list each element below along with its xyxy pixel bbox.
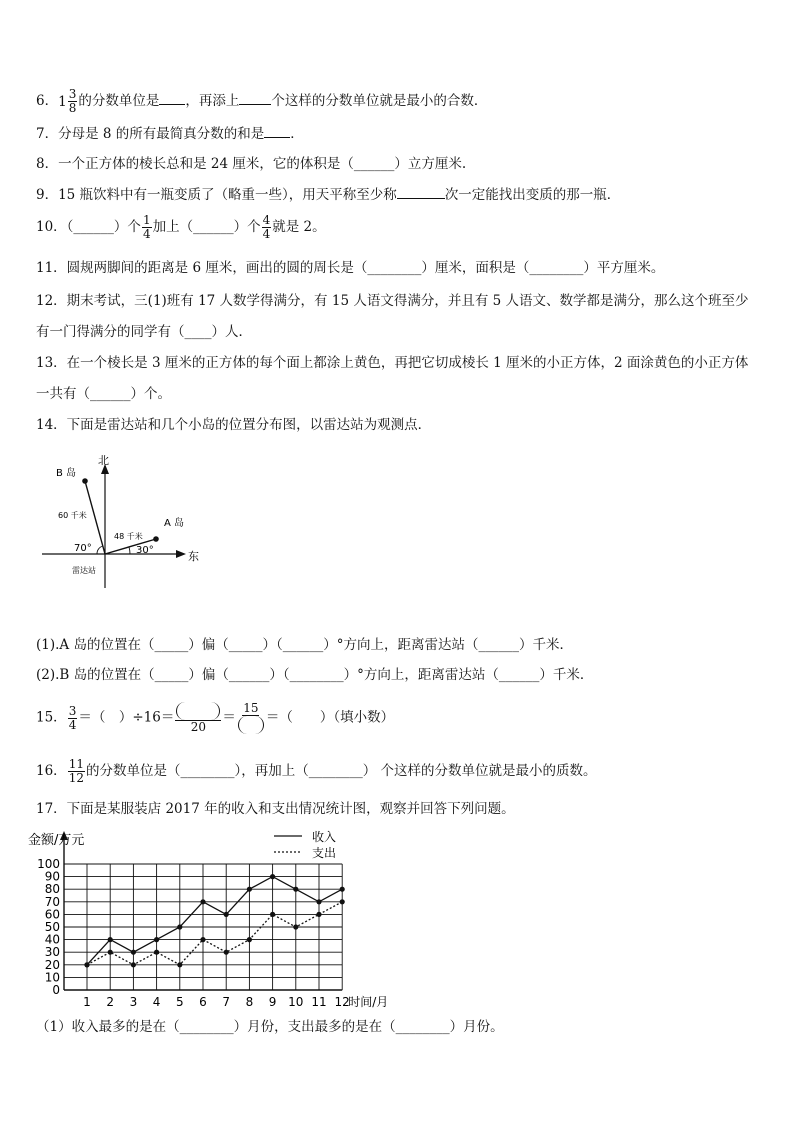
data-point — [293, 887, 298, 892]
b-island-label: B 岛 — [56, 468, 77, 479]
question-6 — [36, 88, 487, 115]
question-text: 10．（______）个 — [36, 219, 141, 235]
x-tick-label: 6 — [199, 995, 207, 1009]
question-text: 17．下面是某服装店 2017 年的收入和支出情况统计图，观察并回答下列问题。 — [36, 801, 515, 817]
series-line-支出 — [87, 902, 342, 965]
question-text: ＝ — [222, 709, 236, 726]
question-text: ＝（ ）（填小数） — [265, 709, 395, 726]
data-point — [340, 887, 345, 892]
data-point — [247, 937, 252, 942]
b-distance-label: 60 千米 — [58, 511, 87, 520]
answer-blank[interactable] — [176, 702, 220, 720]
fraction — [175, 702, 221, 734]
y-tick-label: 100 — [37, 857, 60, 871]
y-tick-label: 60 — [44, 907, 60, 922]
x-tick-label: 4 — [152, 995, 161, 1009]
question-16 — [36, 758, 597, 785]
numerator: 1 — [142, 213, 151, 227]
question-text: ，再添上 — [185, 93, 240, 109]
x-tick-label: 3 — [129, 995, 138, 1009]
x-tick-label: 11 — [311, 995, 327, 1009]
question-17-sub-1 — [36, 1018, 504, 1036]
mixed-number — [58, 88, 78, 115]
angle-a-label: 30° — [136, 545, 154, 556]
question-text: 11．圆规两脚间的距离是 6 厘米，画出的圆的周长是（________）厘米，面积是（________）平方厘米。 — [36, 260, 665, 276]
answer-blank[interactable] — [264, 125, 290, 138]
question-text: 加上（______）个 — [152, 219, 261, 235]
question-13-line-2 — [36, 385, 171, 403]
data-point — [200, 937, 205, 942]
east-arrow-icon — [176, 550, 186, 558]
question-text: 14．下面是雷达站和几个小岛的位置分布图，以雷达站为观测点． — [36, 417, 432, 433]
data-point — [247, 887, 252, 892]
question-text: 12．期末考试，三(1)班有 17 人数学得满分，有 15 人语文得满分，并且有 5 人语文、数学都是满分，那么这个班至少 — [36, 293, 749, 309]
question-13-line-1 — [36, 354, 748, 372]
data-point — [270, 912, 275, 917]
question-text: 的分数单位是 — [78, 93, 160, 109]
question-14-sub-2 — [36, 666, 593, 684]
data-point — [177, 962, 182, 967]
question-text: ＝（ ）÷16＝ — [78, 709, 175, 726]
data-point — [224, 950, 229, 955]
answer-blank[interactable] — [238, 716, 264, 734]
question-text: 个这样的分数单位就是最小的合数． — [271, 93, 488, 109]
question-9 — [36, 186, 620, 204]
data-point — [154, 937, 159, 942]
answer-blank[interactable] — [397, 186, 445, 199]
question-7 — [36, 125, 304, 143]
denominator[interactable] — [237, 716, 265, 734]
fraction — [142, 214, 152, 241]
question-number: 16． — [36, 763, 67, 779]
y-tick-label: 20 — [44, 957, 60, 972]
fraction — [68, 758, 85, 785]
fraction — [68, 88, 78, 115]
numerator[interactable] — [175, 702, 221, 721]
x-tick-label: 1 — [83, 995, 91, 1009]
data-point — [84, 962, 89, 967]
numerator: 3 — [68, 87, 77, 101]
y-tick-label: 0 — [52, 983, 60, 997]
denominator: 12 — [68, 771, 84, 785]
numerator: 15 — [243, 701, 259, 715]
y-tick-label: 90 — [44, 869, 60, 884]
x-tick-label: 8 — [245, 995, 254, 1009]
question-text: （1）收入最多的是在（________）月份，支出最多的是在（________）月份。 — [36, 1019, 504, 1035]
angle-b-label: 70° — [74, 543, 92, 554]
y-tick-label: 50 — [44, 920, 60, 934]
question-10 — [36, 214, 326, 241]
data-point — [316, 912, 321, 917]
y-tick-label: 10 — [44, 970, 60, 985]
denominator: 4 — [262, 227, 271, 241]
question-text: 有一门得满分的同学有（____）人． — [36, 324, 252, 340]
data-point — [154, 950, 159, 955]
y-axis-label: 金额/万元 — [28, 833, 85, 848]
numerator: 3 — [68, 703, 77, 718]
angle-arc-a — [129, 547, 130, 554]
question-14-intro — [36, 416, 431, 434]
denominator: 8 — [68, 101, 77, 115]
answer-blank[interactable] — [159, 92, 185, 105]
fraction — [237, 702, 265, 734]
a-island-label: A 岛 — [164, 518, 185, 529]
question-12-line-2 — [36, 323, 252, 341]
angle-arc-b — [97, 546, 103, 554]
x-axis-label: 时间/月 — [348, 995, 389, 1009]
x-tick-label: 10 — [288, 995, 304, 1009]
b-island-point — [82, 478, 88, 484]
x-tick-label: 12 — [334, 995, 350, 1009]
x-tick-label: 9 — [268, 995, 277, 1009]
question-text: (1).A 岛的位置在（_____）偏（_____）（______）°方向上，距离雷达站（______）千米． — [36, 637, 573, 653]
fraction — [262, 214, 272, 241]
north-label: 北 — [98, 454, 109, 467]
question-text: 9．15 瓶饮料中有一瓶变质了（略重一些），用天平称至少称 — [36, 187, 397, 203]
question-11 — [36, 259, 664, 277]
data-point — [200, 899, 205, 904]
question-text: 的分数单位是（________），再加上（________） 个这样的分数单位就是最小的质数。 — [85, 763, 597, 779]
question-number: 6． — [36, 93, 59, 109]
question-text: 就是 2。 — [272, 219, 326, 235]
question-text: (2).B 岛的位置在（_____）偏（______）（________）°方向上，距离雷达站（______）千米． — [36, 667, 594, 683]
a-island-point — [153, 536, 159, 542]
answer-blank[interactable] — [239, 92, 271, 105]
question-number: 15． — [36, 709, 67, 726]
data-point — [177, 924, 182, 929]
numerator: 11 — [68, 757, 84, 771]
data-point — [224, 912, 229, 917]
data-point — [131, 950, 136, 955]
data-point — [131, 962, 136, 967]
y-tick-label: 80 — [44, 882, 60, 897]
question-text: 7．分母是 8 的所有最简真分数的和是 — [36, 126, 265, 142]
denominator: 20 — [190, 720, 206, 734]
series-line-收入 — [87, 877, 342, 965]
question-15 — [36, 702, 394, 734]
data-point — [108, 950, 113, 955]
question-text: 次一定能找出变质的那一瓶． — [444, 187, 621, 203]
east-label: 东 — [188, 550, 199, 563]
a-distance-label: 48 千米 — [114, 532, 143, 541]
question-8 — [36, 155, 466, 173]
legend-label: 支出 — [312, 846, 337, 860]
data-point — [316, 899, 321, 904]
question-text: 13．在一个棱长是 3 厘米的正方体的每个面上都涂上黄色，再把它切成棱长 1 厘米的小正方体，2 面涂黄色的小正方体 — [36, 355, 749, 371]
radar-station-label: 雷达站 — [72, 566, 96, 575]
question-12-line-1 — [36, 292, 749, 310]
data-point — [270, 874, 275, 879]
fraction — [68, 705, 78, 732]
x-tick-label: 7 — [222, 995, 231, 1009]
question-text: ． — [290, 126, 304, 142]
question-text: 8．一个正方体的棱长总和是 24 厘米，它的体积是（______）立方厘米. — [36, 156, 467, 172]
legend-label: 收入 — [312, 830, 337, 844]
denominator: 4 — [68, 717, 77, 732]
y-tick-label: 30 — [44, 945, 60, 960]
whole-part: 1 — [58, 93, 67, 110]
data-point — [293, 924, 298, 929]
x-tick-label: 5 — [175, 995, 184, 1009]
x-tick-label: 2 — [106, 995, 115, 1009]
radar-map — [40, 450, 220, 590]
denominator: 4 — [142, 227, 151, 241]
data-point — [108, 937, 113, 942]
question-17-intro — [36, 800, 515, 818]
income-expense-chart — [26, 826, 406, 1011]
question-text: 一共有（______）个。 — [36, 386, 171, 402]
numerator: 4 — [262, 213, 271, 227]
data-point — [340, 899, 345, 904]
y-tick-label: 70 — [44, 894, 60, 909]
y-tick-label: 40 — [44, 932, 60, 947]
question-14-sub-1 — [36, 636, 573, 654]
